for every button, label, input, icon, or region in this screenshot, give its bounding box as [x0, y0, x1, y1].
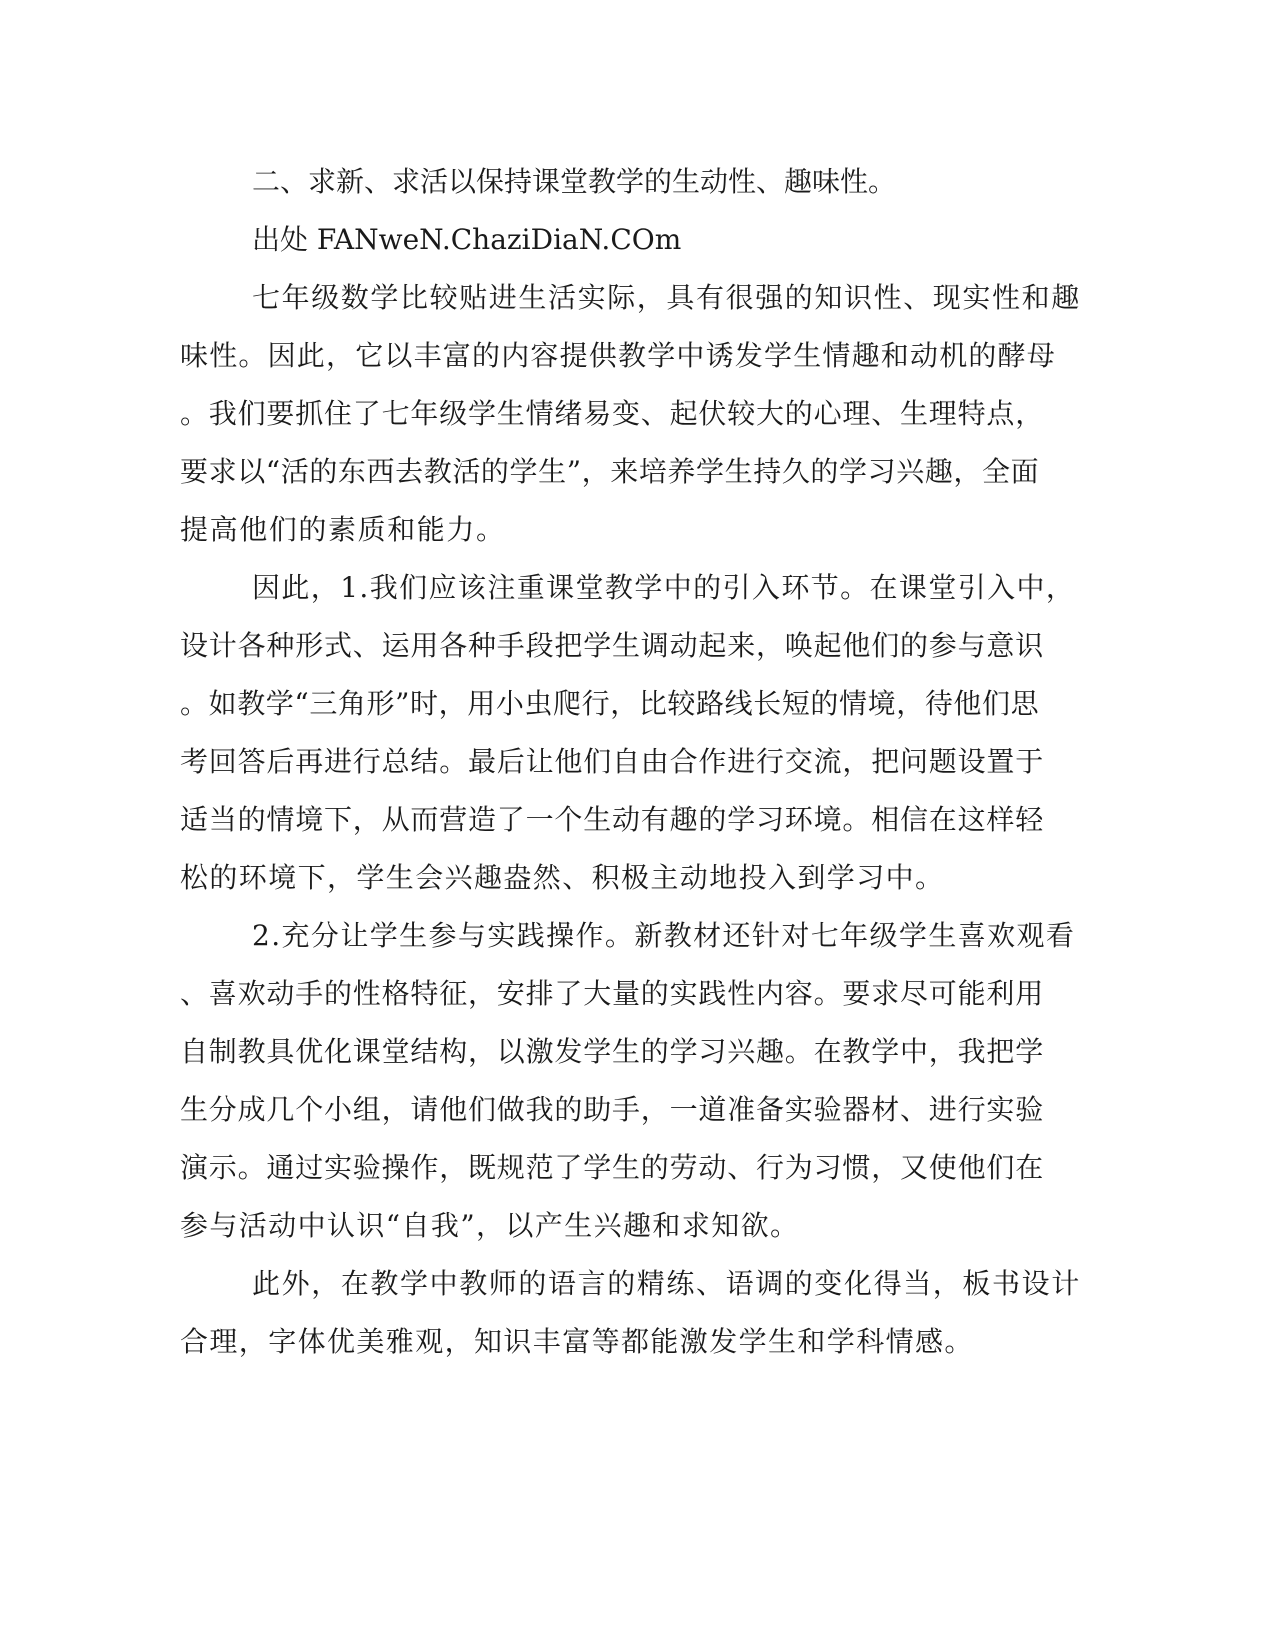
paragraph-line: 提高他们的素质和能力。 — [180, 513, 506, 546]
paragraph-line: 考回答后再进行总结。最后让他们自由合作进行交流，把问题设置于 — [180, 745, 1045, 778]
paragraph-line: 因此，1.我们应该注重课堂教学中的引入环节。在课堂引入中， — [252, 571, 1076, 604]
paragraph-line: 松的环境下，学生会兴趣盎然、积极主动地投入到学习中。 — [180, 861, 945, 894]
source-line: 出处 FANweN.ChaziDiaN.COm — [252, 223, 682, 256]
paragraph-line: 。我们要抓住了七年级学生情绪易变、起伏较大的心理、生理特点， — [180, 397, 1045, 430]
paragraph-line: 合理，字体优美雅观，知识丰富等都能激发学生和学科情感。 — [180, 1325, 974, 1358]
section-heading: 二、求新、求活以保持课堂教学的生动性、趣味性。 — [252, 165, 897, 198]
paragraph-line: 设计各种形式、运用各种手段把学生调动起来，唤起他们的参与意识 — [180, 629, 1045, 662]
paragraph-line: 要求以“活的东西去教活的学生”，来培养学生持久的学习兴趣，全面 — [180, 455, 1040, 488]
paragraph-line: 生分成几个小组，请他们做我的助手，一道准备实验器材、进行实验 — [180, 1093, 1045, 1126]
paragraph-line: 适当的情境下，从而营造了一个生动有趣的学习环境。相信在这样轻 — [180, 803, 1045, 836]
paragraph-line: 、喜欢动手的性格特征，安排了大量的实践性内容。要求尽可能利用 — [180, 977, 1045, 1010]
paragraph-line: 此外，在教学中教师的语言的精练、语调的变化得当，板书设计 — [252, 1267, 1081, 1300]
paragraph-line: 味性。因此，它以丰富的内容提供教学中诱发学生情趣和动机的酵母 — [180, 339, 1057, 372]
paragraph-line: 自制教具优化课堂结构，以激发学生的学习兴趣。在教学中，我把学 — [180, 1035, 1045, 1068]
paragraph-line: 2.充分让学生参与实践操作。新教材还针对七年级学生喜欢观看 — [252, 919, 1076, 952]
paragraph-line: 。如教学“三角形”时，用小虫爬行，比较路线长短的情境，待他们思 — [180, 687, 1040, 720]
paragraph-line: 参与活动中认识“自我”，以产生兴趣和求知欲。 — [180, 1209, 800, 1242]
paragraph-line: 演示。通过实验操作，既规范了学生的劳动、行为习惯，又使他们在 — [180, 1151, 1045, 1184]
paragraph-line: 七年级数学比较贴进生活实际，具有很强的知识性、现实性和趣 — [252, 281, 1081, 314]
